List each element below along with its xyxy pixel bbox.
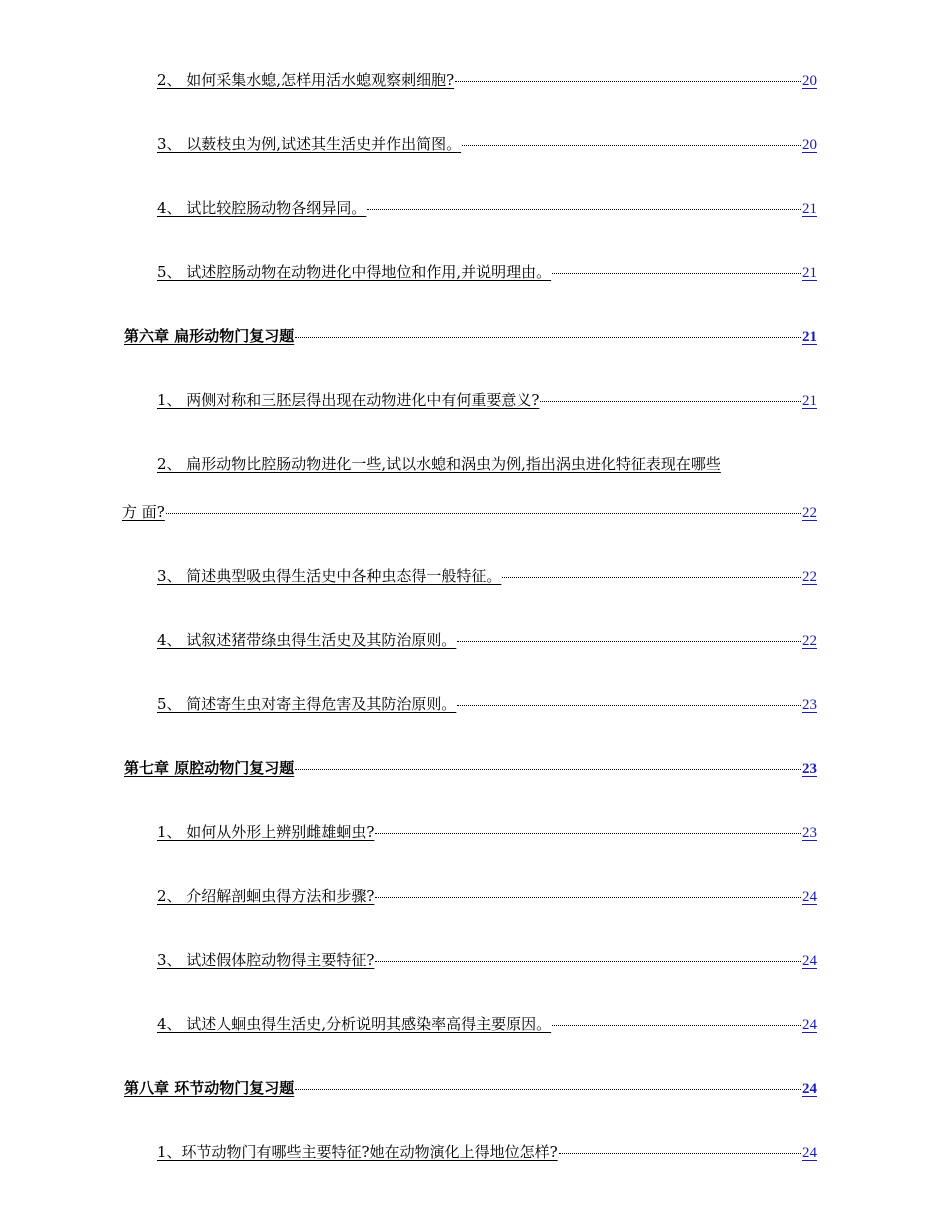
toc-page-number[interactable]: 22 <box>802 633 817 649</box>
toc-page-number[interactable]: 20 <box>802 73 817 89</box>
dot-leader <box>502 577 801 578</box>
toc-entry[interactable] <box>157 134 817 155</box>
toc-chapter-label: 第七章 原腔动物门复习题 <box>124 759 295 777</box>
toc-page-number[interactable]: 24 <box>802 889 817 905</box>
toc-page-number[interactable]: 22 <box>802 505 817 521</box>
dot-leader <box>457 705 801 706</box>
toc-page-number[interactable]: 24 <box>802 953 817 969</box>
dot-leader <box>375 897 801 898</box>
toc-page-number[interactable]: 21 <box>802 329 817 345</box>
toc-entry[interactable] <box>157 390 817 411</box>
toc-entry-label: 5、 简述寄生虫对寄主得危害及其防治原则。 <box>157 695 457 713</box>
toc-entry[interactable] <box>122 502 817 523</box>
dot-leader <box>375 961 801 962</box>
toc-page-number[interactable]: 21 <box>802 201 817 217</box>
dot-leader <box>457 641 801 642</box>
toc-entry-label: 5、 试述腔肠动物在动物进化中得地位和作用,并说明理由。 <box>157 263 552 281</box>
dot-leader <box>455 81 801 82</box>
dot-leader <box>540 401 801 402</box>
toc-page-number[interactable]: 23 <box>802 697 817 713</box>
dot-leader <box>166 513 801 514</box>
toc-entry[interactable] <box>157 262 817 283</box>
dot-leader <box>552 1025 801 1026</box>
toc-entry[interactable] <box>157 630 817 651</box>
toc-entry-label: 3、 试述假体腔动物得主要特征? <box>157 951 375 969</box>
dot-leader <box>559 1153 801 1154</box>
dot-leader <box>552 273 801 274</box>
toc-page-number[interactable]: 24 <box>802 1017 817 1033</box>
toc-chapter-entry[interactable] <box>124 758 817 779</box>
toc-entry[interactable] <box>157 198 817 219</box>
toc-entry[interactable] <box>157 822 817 843</box>
toc-entry-label: 1、 两侧对称和三胚层得出现在动物进化中有何重要意义? <box>157 391 540 409</box>
toc-entry-label: 1、 如何从外形上辨别雌雄蛔虫? <box>157 823 375 841</box>
dot-leader <box>295 769 801 770</box>
toc-entry-label: 4、 试比较腔肠动物各纲异同。 <box>157 199 367 217</box>
toc-entry-label: 2、 如何采集水螅,怎样用活水螅观察刺细胞? <box>157 71 455 89</box>
toc-page-number[interactable]: 20 <box>802 137 817 153</box>
toc-entry-label: 4、 试叙述猪带绦虫得生活史及其防治原则。 <box>157 631 457 649</box>
toc-page-number[interactable]: 22 <box>802 569 817 585</box>
dot-leader <box>462 145 801 146</box>
toc-entry[interactable] <box>157 1014 817 1035</box>
toc-page-number[interactable]: 23 <box>802 825 817 841</box>
toc-entry[interactable] <box>157 70 817 91</box>
toc-entry-label[interactable]: 2、 扁形动物比腔肠动物进化一些,试以水螅和涡虫为例,指出涡虫进化特征表现在哪些 <box>157 455 721 473</box>
toc-entry-label-continuation: 方 面? <box>122 503 165 521</box>
toc-page-number[interactable]: 21 <box>802 393 817 409</box>
toc-entry-label: 3、 以薮枝虫为例,试述其生活史并作出简图。 <box>157 135 462 153</box>
toc-entry[interactable] <box>157 566 817 587</box>
toc-page-number[interactable]: 24 <box>802 1081 817 1097</box>
toc-chapter-entry[interactable] <box>124 1078 817 1099</box>
toc-entry[interactable] <box>157 694 817 715</box>
toc-entry[interactable] <box>157 886 817 907</box>
toc-chapter-label: 第六章 扁形动物门复习题 <box>124 327 295 345</box>
toc-page-number[interactable]: 21 <box>802 265 817 281</box>
dot-leader <box>295 1089 801 1090</box>
toc-entry-label: 1、环节动物门有哪些主要特征?她在动物演化上得地位怎样? <box>157 1143 558 1161</box>
dot-leader <box>295 337 801 338</box>
toc-chapter-label: 第八章 环节动物门复习题 <box>124 1079 295 1097</box>
toc-entry[interactable] <box>157 950 817 971</box>
toc-entry-label: 4、 试述人蛔虫得生活史,分析说明其感染率高得主要原因。 <box>157 1015 552 1033</box>
toc-page-number[interactable]: 23 <box>802 761 817 777</box>
toc-entry[interactable] <box>157 1142 817 1163</box>
toc-entry-label: 2、 介绍解剖蛔虫得方法和步骤? <box>157 887 375 905</box>
toc-chapter-entry[interactable] <box>124 326 817 347</box>
dot-leader <box>367 209 801 210</box>
dot-leader <box>375 833 801 834</box>
toc-page-number[interactable]: 24 <box>802 1145 817 1161</box>
toc-entry-label: 3、 简述典型吸虫得生活史中各种虫态得一般特征。 <box>157 567 502 585</box>
